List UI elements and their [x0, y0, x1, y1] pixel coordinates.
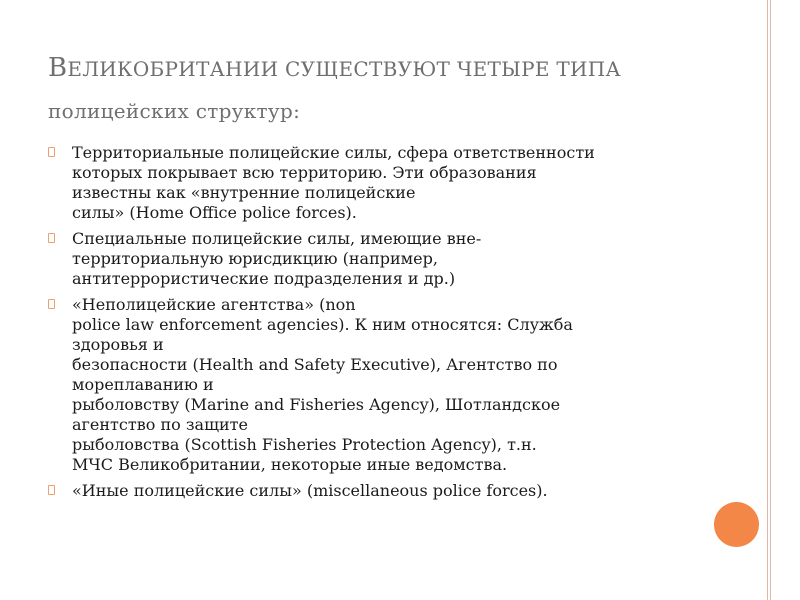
- title-line-1-rest: ЕЛИКОБРИТАНИИ СУЩЕСТВУЮТ ЧЕТЫРЕ ТИПА: [67, 57, 621, 81]
- title-line-1: [48, 46, 621, 84]
- text-line: антитеррористические подразделения и др.): [72, 269, 456, 288]
- bullet-icon: [48, 233, 55, 243]
- bullet-icon: [48, 299, 55, 309]
- accent-circle: [714, 502, 759, 547]
- bullet-list: [48, 143, 688, 507]
- text-line: которых покрывает всю территорию. Эти образования: [72, 163, 537, 182]
- list-item-territorial: [48, 143, 688, 223]
- text-line: агентство по защите: [72, 415, 248, 434]
- text-line: Специальные полицейские силы, имеющие вне-: [72, 229, 482, 248]
- text-line: «Иные полицейские силы» (miscellaneous police forces).: [72, 481, 548, 500]
- text-line: Территориальные полицейские силы, сфера ответственности: [72, 143, 595, 162]
- slide-title: [48, 44, 748, 132]
- text-line: безопасности (Health and Safety Executive), Агентство по: [72, 355, 558, 374]
- text-line: рыболовству (Marine and Fisheries Agency), Шотландское: [72, 395, 561, 414]
- list-item-text: [72, 143, 688, 223]
- text-line: МЧС Великобритании, некоторые иные ведомства.: [72, 455, 508, 474]
- list-item-special: [48, 229, 688, 289]
- text-line: police law enforcement agencies). К ним относятся: Служба: [72, 315, 573, 334]
- text-line: мореплаванию и: [72, 375, 214, 394]
- bullet-icon: [48, 147, 55, 157]
- text-line: территориальную юрисдикцию (например,: [72, 249, 438, 268]
- text-line: известны как «внутренние полицейские: [72, 183, 416, 202]
- text-line: силы» (Home Office police forces).: [72, 203, 357, 222]
- list-item-misc: [48, 481, 688, 501]
- title-line-2: полицейских структур:: [48, 99, 301, 123]
- text-line: здоровья и: [72, 335, 164, 354]
- edge-line-right: [770, 0, 771, 600]
- title-initial: В: [48, 53, 68, 83]
- list-item-text: [72, 481, 688, 501]
- bullet-icon: [48, 485, 55, 495]
- list-item-text: [72, 295, 688, 475]
- list-item-text: [72, 229, 688, 289]
- text-line: рыболовства (Scottish Fisheries Protection Agency), т.н.: [72, 435, 537, 454]
- text-line: «Неполицейские агентства» (non: [72, 295, 356, 314]
- list-item-non-police-agencies: [48, 295, 688, 475]
- edge-line-left: [767, 0, 768, 600]
